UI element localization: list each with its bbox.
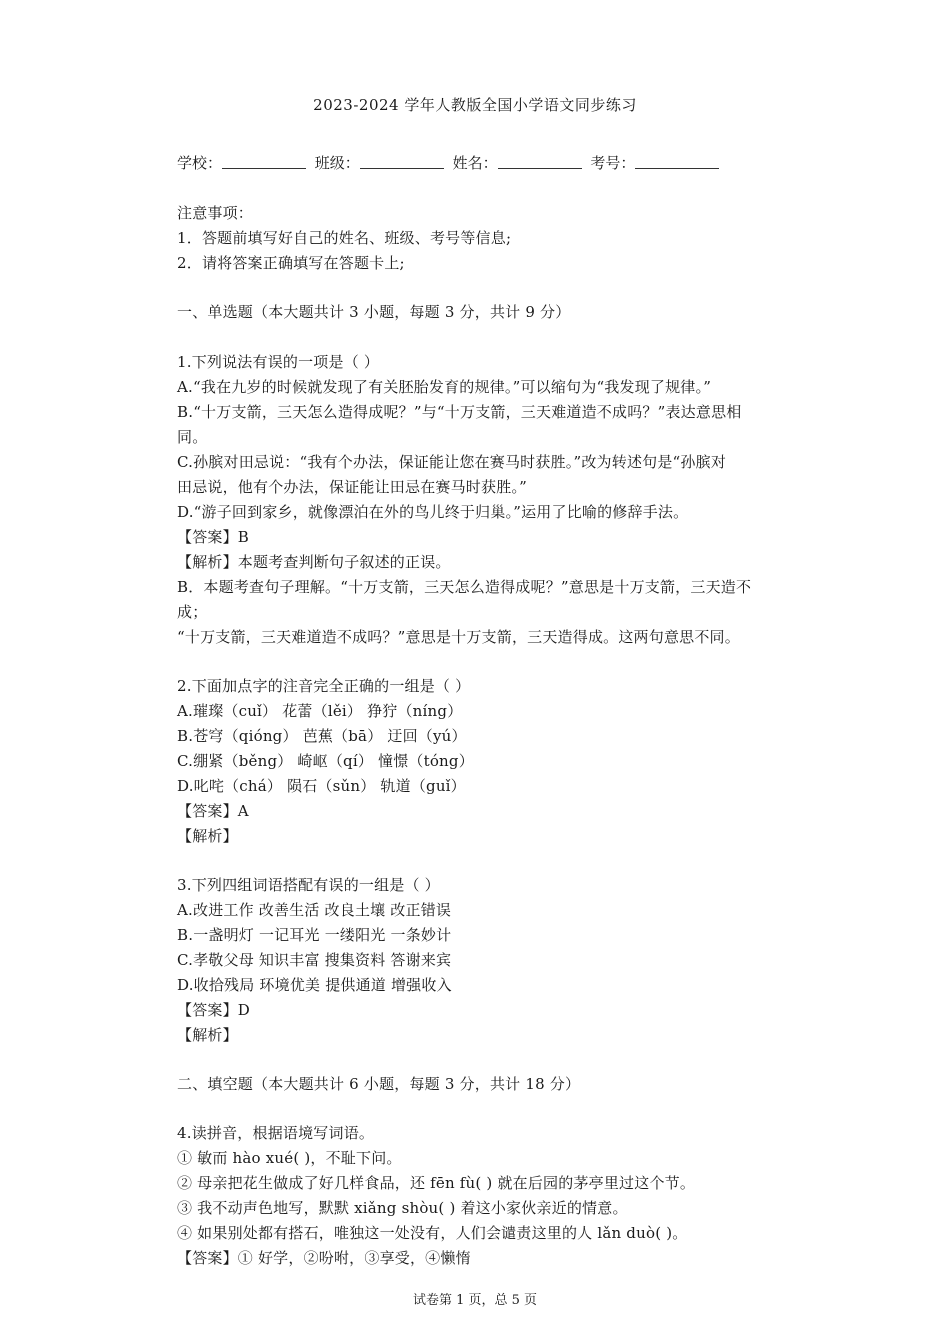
analysis-line: 【解析】本题考查判断句子叙述的正误。 [177, 553, 451, 571]
option-d: D.“游子回到家乡，就像漂泊在外的鸟儿终于归巢。”运用了比喻的修辞手法。 [177, 503, 689, 521]
option-b: B.“十万支箭，三天怎么造得成呢？”与“十万支箭，三天难道造不成吗？”表达意思相 [177, 403, 742, 421]
option-c-continued: 田忌说，他有个办法，保证能让田忌在赛马时获胜。” [177, 478, 527, 496]
question-stem: 4.读拼音，根据语境写词语。 [177, 1124, 375, 1142]
option-c: C.孙膑对田忌说：“我有个办法，保证能让您在赛马时获胜。”改为转述句是“孙膑对 [177, 453, 727, 471]
explanation-line: 成； [177, 603, 208, 621]
answer-line: 【答案】A [177, 802, 249, 820]
option-b: B.苍穹（qióng） 芭蕉（bā） 迂回（yú） [177, 727, 467, 745]
class-label: 班级： [314, 154, 360, 172]
explanation-line: B．本题考查句子理解。“十万支箭，三天怎么造得成呢？”意思是十万支箭，三天造不 [177, 578, 752, 596]
fill-item: ③ 我不动声色地写，默默 xiǎng shòu( ) 着这小家伙亲近的情意。 [177, 1199, 628, 1217]
notice-heading: 注意事项： [177, 204, 254, 222]
page-title: 2023-2024 学年人教版全国小学语文同步练习 [313, 96, 637, 114]
explanation-line: “十万支箭，三天难道造不成吗？”意思是十万支箭，三天造得成。这两句意思不同。 [177, 628, 740, 646]
notice-item: 2．请将答案正确填写在答题卡上; [177, 254, 405, 272]
answer-line: 【答案】① 好学，②吩咐，③享受，④懒惰 [177, 1249, 471, 1267]
section-heading: 一、单选题（本大题共计 3 小题，每题 3 分，共计 9 分） [177, 303, 571, 321]
school-label: 学校： [177, 154, 223, 172]
option-a: A.改进工作 改善生活 改良土壤 改正错误 [177, 901, 452, 919]
answer-line: 【答案】D [177, 1001, 251, 1019]
question-stem: 2.下面加点字的注音完全正确的一组是（ ） [177, 677, 471, 695]
option-d: D.叱咤（chá） 陨石（sǔn） 轨道（guǐ） [177, 777, 466, 795]
fill-item: ① 敏而 hào xué( )，不耻下问。 [177, 1149, 402, 1167]
school-blank[interactable] [222, 154, 306, 169]
option-a: A.璀璨（cuǐ） 花蕾（lěi） 狰狞（níng） [177, 702, 463, 720]
option-b: B.一盏明灯 一记耳光 一缕阳光 一条妙计 [177, 926, 452, 944]
option-c: C.孝敬父母 知识丰富 搜集资料 答谢来宾 [177, 951, 452, 969]
option-b-continued: 同。 [177, 428, 208, 446]
option-c: C.绷紧（běng） 崎岖（qí） 憧憬（tóng） [177, 752, 474, 770]
student-info-row [177, 152, 723, 173]
analysis-line: 【解析】 [177, 1026, 238, 1044]
page-footer: 试卷第 1 页，总 5 页 [412, 1293, 538, 1308]
notice-item: 1．答题前填写好自己的姓名、班级、考号等信息; [177, 229, 512, 247]
fill-item: ② 母亲把花生做成了好几样食品，还 fēn fù( ) 就在后园的茅亭里过这个节。 [177, 1174, 696, 1192]
analysis-line: 【解析】 [177, 827, 238, 845]
exam-no-blank[interactable] [635, 154, 719, 169]
question-stem: 3.下列四组词语搭配有误的一组是（ ） [177, 876, 440, 894]
class-blank[interactable] [360, 154, 444, 169]
question-stem: 1.下列说法有误的一项是（ ） [177, 353, 380, 371]
exam-no-label: 考号： [590, 154, 636, 172]
section-heading: 二、填空题（本大题共计 6 小题，每题 3 分，共计 18 分） [177, 1075, 581, 1093]
fill-item: ④ 如果别处都有搭石，唯独这一处没有，人们会谴责这里的人 lǎn duò( )。 [177, 1224, 688, 1242]
name-label: 姓名： [452, 154, 498, 172]
answer-line: 【答案】B [177, 528, 250, 546]
name-blank[interactable] [498, 154, 582, 169]
option-a: A.“我在九岁的时候就发现了有关胚胎发育的规律。”可以缩句为“我发现了规律。” [177, 378, 712, 396]
option-d: D.收拾残局 环境优美 提供通道 增强收入 [177, 976, 452, 994]
